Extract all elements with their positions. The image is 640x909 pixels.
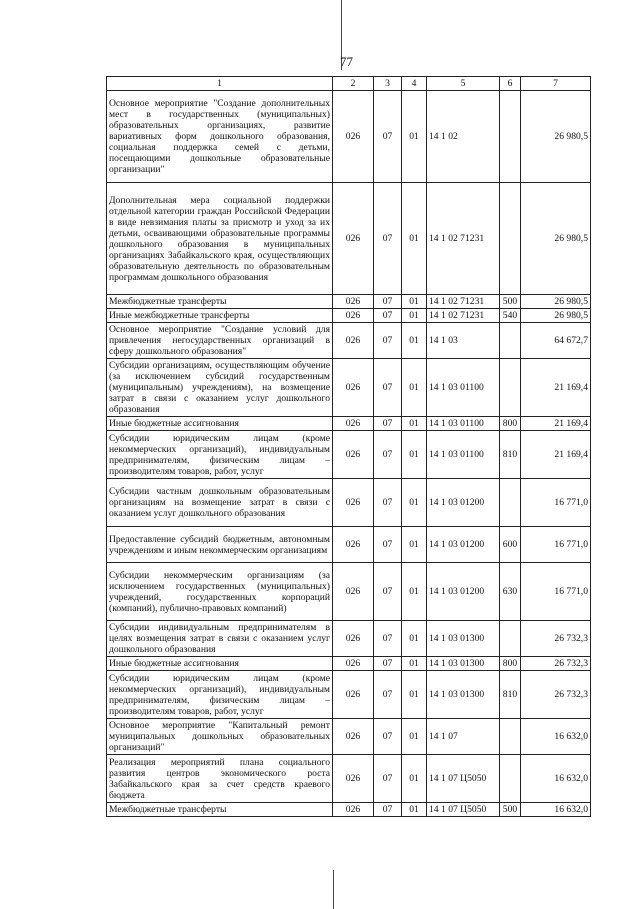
sum-cell: 16 632,0	[521, 755, 591, 803]
sum-cell: 21 169,4	[521, 431, 591, 479]
sum-cell: 26 732,3	[521, 657, 591, 671]
pr-cell: 01	[402, 295, 427, 309]
column-header: 7	[521, 77, 591, 91]
rz-cell: 07	[374, 183, 402, 295]
table-row	[107, 91, 591, 183]
sum-cell: 21 169,4	[521, 359, 591, 417]
row-name: Реализация мероприятий плана социального развития центров экономического роста Забайкальского края за счет средств краевого бюджета	[107, 755, 333, 803]
pr-cell: 01	[402, 671, 427, 719]
row-name: Межбюджетные трансферты	[107, 803, 333, 817]
csr-cell: 14 1 03 01100	[427, 431, 500, 479]
row-name: Иные бюджетные ассигнования	[107, 417, 333, 431]
column-header: 3	[374, 77, 402, 91]
vr-cell: 630	[500, 563, 521, 621]
grbs-cell: 026	[333, 323, 374, 359]
csr-cell: 14 1 07 Ц5050	[427, 755, 500, 803]
sum-cell: 16 771,0	[521, 479, 591, 527]
table-header-row	[107, 77, 591, 91]
pr-cell: 01	[402, 323, 427, 359]
vr-cell	[500, 359, 521, 417]
csr-cell: 14 1 03 01200	[427, 479, 500, 527]
grbs-cell: 026	[333, 657, 374, 671]
rz-cell: 07	[374, 803, 402, 817]
rz-cell: 07	[374, 359, 402, 417]
vr-cell	[500, 755, 521, 803]
csr-cell: 14 1 07 Ц5050	[427, 803, 500, 817]
row-name: Субсидии некоммерческим организациям (за исключением государственных (муниципальных) учреждений, государственных корпораций (компаний), публично-правовых компаний)	[107, 563, 333, 621]
csr-cell: 14 1 07	[427, 719, 500, 755]
vr-cell	[500, 479, 521, 527]
csr-cell: 14 1 03 01100	[427, 359, 500, 417]
sum-cell: 26 732,3	[521, 621, 591, 657]
grbs-cell: 026	[333, 309, 374, 323]
sum-cell: 26 980,5	[521, 295, 591, 309]
grbs-cell: 026	[333, 527, 374, 563]
rz-cell: 07	[374, 479, 402, 527]
column-header: 1	[107, 77, 333, 91]
table-row	[107, 755, 591, 803]
rz-cell: 07	[374, 527, 402, 563]
table-row	[107, 309, 591, 323]
sum-cell: 16 771,0	[521, 563, 591, 621]
row-name: Иные межбюджетные трансферты	[107, 309, 333, 323]
row-name: Дополнительная мера социальной поддержки отдельной категории граждан Российской Федерации в виде невзимания платы за присмотр и уход за их детьми, осваивающими образовательные программы дошкольного образования в муниципальных организациях Забайкальского края, осуществляющих образовательную деятельность по образовательным программам дошкольного образования	[107, 183, 333, 295]
vr-cell	[500, 719, 521, 755]
row-name: Предоставление субсидий бюджетным, автономным учреждениям и иным некоммерческим организациям	[107, 527, 333, 563]
grbs-cell: 026	[333, 563, 374, 621]
row-name: Основное мероприятие "Капитальный ремонт муниципальных дошкольных образовательных организаций"	[107, 719, 333, 755]
rz-cell: 07	[374, 309, 402, 323]
rz-cell: 07	[374, 323, 402, 359]
grbs-cell: 026	[333, 671, 374, 719]
grbs-cell: 026	[333, 183, 374, 295]
csr-cell: 14 1 02 71231	[427, 295, 500, 309]
vr-cell: 800	[500, 657, 521, 671]
row-name: Субсидии частным дошкольным образовательным организациям на возмещение затрат в связи с оказанием услуг дошкольного образования	[107, 479, 333, 527]
pr-cell: 01	[402, 563, 427, 621]
column-header: 2	[333, 77, 374, 91]
sum-cell: 26 980,5	[521, 91, 591, 183]
grbs-cell: 026	[333, 359, 374, 417]
pr-cell: 01	[402, 359, 427, 417]
vr-cell: 540	[500, 309, 521, 323]
row-name: Субсидии организациям, осуществляющим обучение (за исключением субсидий государственным (муниципальным) учреждениям), на возмещение затрат в связи с оказанием услуг дошкольного образования	[107, 359, 333, 417]
sum-cell: 16 771,0	[521, 527, 591, 563]
table-row	[107, 479, 591, 527]
column-header: 4	[402, 77, 427, 91]
grbs-cell: 026	[333, 621, 374, 657]
pr-cell: 01	[402, 621, 427, 657]
grbs-cell: 026	[333, 295, 374, 309]
grbs-cell: 026	[333, 91, 374, 183]
page-number: 77	[340, 54, 353, 69]
pr-cell: 01	[402, 183, 427, 295]
grbs-cell: 026	[333, 803, 374, 817]
scan-artifact-line	[333, 870, 334, 909]
csr-cell: 14 1 03 01100	[427, 417, 500, 431]
row-name: Иные бюджетные ассигнования	[107, 657, 333, 671]
rz-cell: 07	[374, 719, 402, 755]
row-name: Основное мероприятие "Создание дополнительных мест в государственных (муниципальных) образовательных организациях, развитие вариативных форм дошкольного образования, социальная поддержка семей с детьми, посещающими дошкольные образовательные организации"	[107, 91, 333, 183]
pr-cell: 01	[402, 803, 427, 817]
csr-cell: 14 1 02 71231	[427, 183, 500, 295]
grbs-cell: 026	[333, 719, 374, 755]
sum-cell: 21 169,4	[521, 417, 591, 431]
rz-cell: 07	[374, 417, 402, 431]
rz-cell: 07	[374, 295, 402, 309]
vr-cell: 500	[500, 295, 521, 309]
pr-cell: 01	[402, 719, 427, 755]
pr-cell: 01	[402, 309, 427, 323]
rz-cell: 07	[374, 755, 402, 803]
grbs-cell: 026	[333, 755, 374, 803]
table-row	[107, 417, 591, 431]
vr-cell	[500, 183, 521, 295]
csr-cell: 14 1 02	[427, 91, 500, 183]
rz-cell: 07	[374, 671, 402, 719]
rz-cell: 07	[374, 91, 402, 183]
pr-cell: 01	[402, 431, 427, 479]
rz-cell: 07	[374, 563, 402, 621]
vr-cell: 500	[500, 803, 521, 817]
table-row	[107, 563, 591, 621]
table-row	[107, 295, 591, 309]
pr-cell: 01	[402, 657, 427, 671]
csr-cell: 14 1 03	[427, 323, 500, 359]
rz-cell: 07	[374, 621, 402, 657]
vr-cell	[500, 621, 521, 657]
pr-cell: 01	[402, 479, 427, 527]
rz-cell: 07	[374, 657, 402, 671]
csr-cell: 14 1 03 01300	[427, 671, 500, 719]
sum-cell: 26 980,5	[521, 309, 591, 323]
grbs-cell: 026	[333, 417, 374, 431]
table-row	[107, 183, 591, 295]
table-row	[107, 621, 591, 657]
vr-cell: 800	[500, 417, 521, 431]
column-header: 6	[500, 77, 521, 91]
csr-cell: 14 1 02 71231	[427, 309, 500, 323]
vr-cell	[500, 323, 521, 359]
sum-cell: 16 632,0	[521, 719, 591, 755]
vr-cell: 810	[500, 431, 521, 479]
vr-cell: 810	[500, 671, 521, 719]
sum-cell: 26 980,5	[521, 183, 591, 295]
pr-cell: 01	[402, 417, 427, 431]
table-row	[107, 657, 591, 671]
grbs-cell: 026	[333, 479, 374, 527]
budget-table	[106, 76, 591, 817]
grbs-cell: 026	[333, 431, 374, 479]
table-row	[107, 671, 591, 719]
csr-cell: 14 1 03 01200	[427, 563, 500, 621]
pr-cell: 01	[402, 755, 427, 803]
rz-cell: 07	[374, 431, 402, 479]
table-row	[107, 719, 591, 755]
table-row	[107, 431, 591, 479]
vr-cell	[500, 91, 521, 183]
csr-cell: 14 1 03 01200	[427, 527, 500, 563]
vr-cell: 600	[500, 527, 521, 563]
pr-cell: 01	[402, 527, 427, 563]
csr-cell: 14 1 03 01300	[427, 621, 500, 657]
row-name: Субсидии индивидуальным предпринимателям в целях возмещения затрат в связи с оказанием услуг дошкольного образования	[107, 621, 333, 657]
table-row	[107, 527, 591, 563]
table-row	[107, 803, 591, 817]
row-name: Межбюджетные трансферты	[107, 295, 333, 309]
sum-cell: 16 632,0	[521, 803, 591, 817]
sum-cell: 64 672,7	[521, 323, 591, 359]
table-row	[107, 359, 591, 417]
sum-cell: 26 732,3	[521, 671, 591, 719]
pr-cell: 01	[402, 91, 427, 183]
table-row	[107, 323, 591, 359]
row-name: Субсидии юридическим лицам (кроме некоммерческих организаций), индивидуальным предпринимателям, физическим лицам – производителям товаров, работ, услуг	[107, 671, 333, 719]
column-header: 5	[427, 77, 500, 91]
row-name: Основное мероприятие "Создание условий для привлечения негосударственных организаций в сферу дошкольного образования"	[107, 323, 333, 359]
csr-cell: 14 1 03 01300	[427, 657, 500, 671]
row-name: Субсидии юридическим лицам (кроме некоммерческих организаций), индивидуальным предпринимателям, физическим лицам – производителям товаров, работ, услуг	[107, 431, 333, 479]
